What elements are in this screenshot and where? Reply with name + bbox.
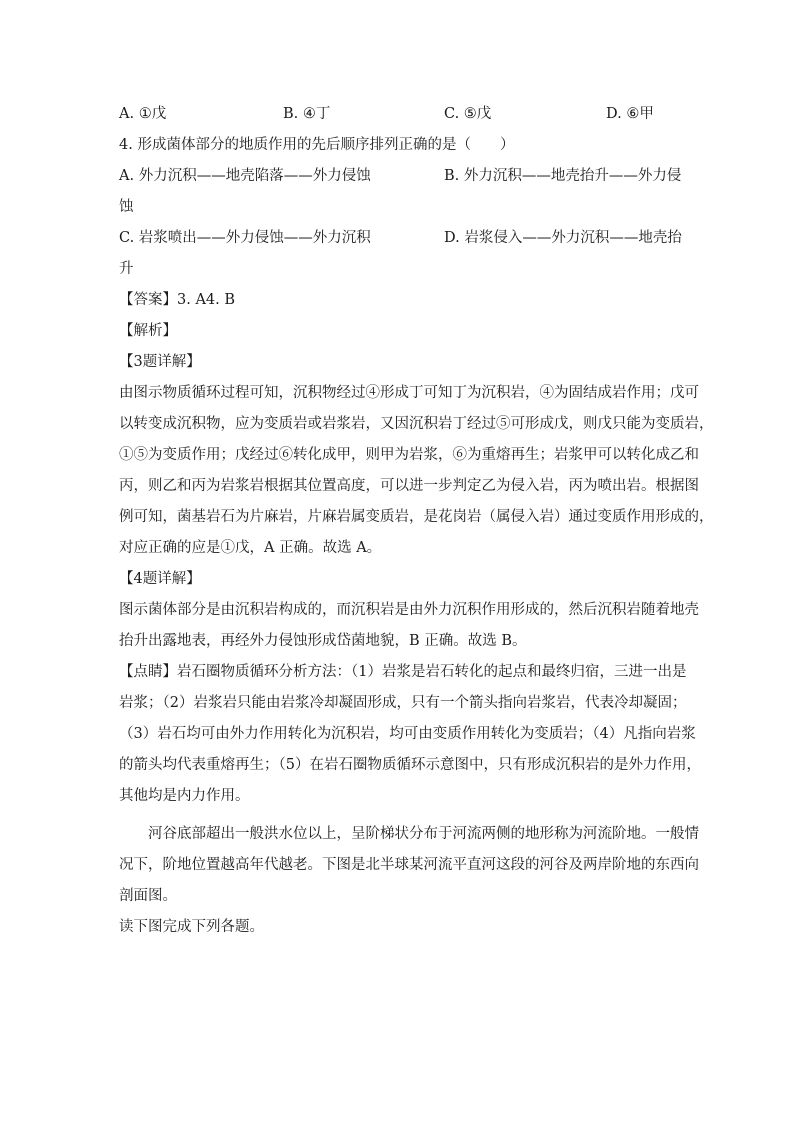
passage-line: 况下，阶地位置越高年代越老。下图是北半球某河流平直河这段的河谷及两岸阶地的东西向 (119, 857, 699, 873)
q3-option-a: A. ①戊 (119, 106, 167, 122)
q3-option-b: B. ④丁 (283, 106, 331, 122)
passage-line: 河谷底部超出一般洪水位以上，呈阶梯状分布于河流两侧的地形称为河流阶地。一般情 (119, 826, 699, 842)
q3-detail-line: ①⑤为变质作用；戊经过⑥转化成甲，则甲为岩浆，⑥为重熔再生；岩浆甲可以转化成乙和 (119, 447, 699, 463)
q3-detail-label: 【3题详解】 (119, 354, 201, 370)
q4-option-b: B. 外力沉积——地壳抬升——外力侵 (444, 168, 682, 184)
q4-detail-line: 抬升出露地表，再经外力侵蚀形成岱菌地貌，B 正确。故选 B。 (119, 633, 527, 649)
analysis-label: 【解析】 (119, 323, 177, 339)
q4-option-b-cont: 蚀 (119, 199, 134, 215)
q3-option-c: C. ⑤戊 (444, 106, 492, 122)
tip-line: 【点睛】岩石圈物质循环分析方法：（1）岩浆是岩石转化的起点和最终归宿，三进一出是 (119, 664, 687, 680)
q3-option-d: D. ⑥甲 (606, 106, 654, 122)
tip-line: 的箭头均代表重熔再生；（5）在岩石圈物质循环示意图中，只有形成沉积岩的是外力作用， (119, 757, 701, 773)
instruction-line: 读下图完成下列各题。 (119, 919, 264, 935)
q3-detail-line: 由图示物质循环过程可知，沉积物经过④形成丁可知丁为沉积岩，④为固结成岩作用；戊可 (119, 385, 699, 401)
tip-line: 岩浆；（2）岩浆岩只能由岩浆冷却凝固形成，只有一个箭头指向岩浆岩，代表冷却凝固； (119, 695, 687, 711)
tip-line: 其他均是内力作用。 (119, 788, 250, 804)
q4-option-d-cont: 升 (119, 261, 134, 277)
q4-stem: 4. 形成菌体部分的地质作用的先后顺序排列正确的是（ ） (119, 137, 515, 153)
q4-detail-label: 【4题详解】 (119, 571, 201, 587)
passage-line: 剖面图。 (119, 888, 177, 904)
q3-detail-line: 丙，则乙和丙为岩浆岩根据其位置高度，可以进一步判定乙为侵入岩，丙为喷出岩。根据图 (119, 478, 699, 494)
q3-detail-line: 以转变成沉积物，应为变质岩或岩浆岩，又因沉积岩丁经过⑤可形成戊，则戊只能为变质岩， (119, 416, 714, 432)
tip-line: （3）岩石均可由外力作用转化为沉积岩，均可由变质作用转化为变质岩；（4）凡指向岩浆 (119, 726, 696, 742)
q4-option-a: A. 外力沉积——地壳陷落——外力侵蚀 (119, 168, 371, 184)
answer-line: 【答案】3. A4. B (119, 292, 236, 308)
q4-option-c: C. 岩浆喷出——外力侵蚀——外力沉积 (119, 230, 371, 246)
q4-option-d: D. 岩浆侵入——外力沉积——地壳抬 (444, 230, 682, 246)
q4-detail-line: 图示菌体部分是由沉积岩构成的，而沉积岩是由外力沉积作用形成的，然后沉积岩随着地壳 (119, 602, 699, 618)
q3-detail-line: 例可知，菌基岩石为片麻岩，片麻岩属变质岩，是花岗岩（属侵入岩）通过变质作用形成的， (119, 509, 714, 525)
q3-detail-line: 对应正确的应是①戊，A 正确。故选 A。 (119, 540, 382, 556)
